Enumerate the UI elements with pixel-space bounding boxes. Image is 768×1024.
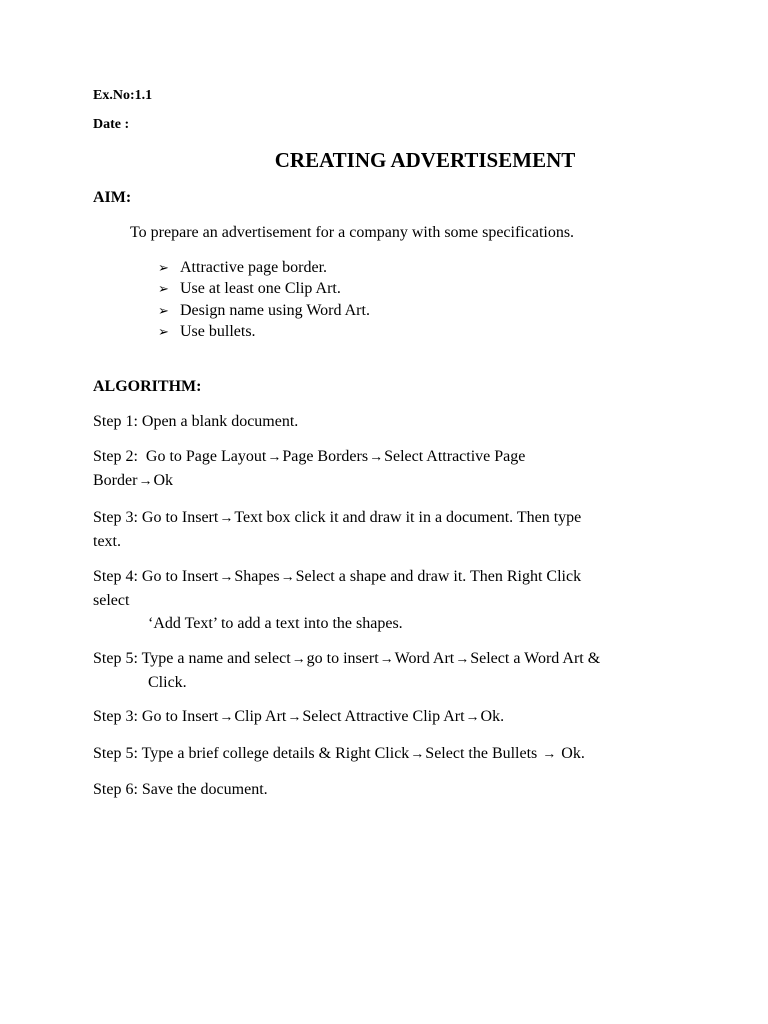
- step-bullets: Step 5: Type a brief college details & Right Click→Select the Bullets → Ok.: [93, 745, 585, 762]
- right-arrow-icon: →: [379, 652, 394, 667]
- right-arrow-icon: →: [410, 747, 425, 762]
- right-arrow-icon: →: [138, 474, 153, 489]
- step-3-line-1: Step 3: Go to Insert→Text box click it and draw it in a document. Then type: [93, 509, 582, 526]
- arrowhead-bullet-icon: ➢: [158, 281, 169, 296]
- right-arrow-icon: →: [465, 710, 480, 725]
- list-item: ➢ Attractive page border.: [158, 259, 328, 276]
- right-arrow-icon: →: [291, 652, 306, 667]
- step-4-line-3: ‘Add Text’ to add a text into the shapes.: [148, 615, 403, 632]
- step-1: Step 1: Open a blank document.: [93, 413, 299, 430]
- step-5-line-1: Step 5: Type a name and select→go to insert→Word Art→Select a Word Art &: [93, 650, 601, 667]
- step-clip-art: Step 3: Go to Insert→Clip Art→Select Attractive Clip Art→Ok.: [93, 708, 505, 725]
- right-arrow-icon: →: [287, 710, 302, 725]
- aim-heading: AIM:: [93, 189, 132, 206]
- arrowhead-bullet-icon: ➢: [158, 260, 169, 275]
- step-2-line-2: Border→Ok: [93, 472, 173, 489]
- right-arrow-icon: →: [219, 511, 234, 526]
- exercise-number: Ex.No:1.1: [93, 88, 153, 103]
- aim-text: To prepare an advertisement for a company with some specifications.: [130, 224, 575, 241]
- right-arrow-icon: →: [542, 747, 557, 762]
- right-arrow-icon: →: [219, 710, 234, 725]
- right-arrow-icon: →: [267, 450, 282, 465]
- page-title: CREATING ADVERTISEMENT: [274, 148, 576, 172]
- step-5-line-2: Click.: [148, 674, 187, 691]
- step-3-line-2: text.: [93, 533, 121, 550]
- arrowhead-bullet-icon: ➢: [158, 324, 169, 339]
- step-4-line-2: select: [93, 592, 130, 609]
- algorithm-heading: ALGORITHM:: [93, 378, 202, 395]
- date-label: Date :: [93, 117, 130, 132]
- step-4-line-1: Step 4: Go to Insert→Shapes→Select a shape and draw it. Then Right Click: [93, 568, 582, 585]
- right-arrow-icon: →: [369, 450, 384, 465]
- list-item: ➢ Use bullets.: [158, 323, 256, 340]
- right-arrow-icon: →: [280, 570, 295, 585]
- right-arrow-icon: →: [455, 652, 470, 667]
- arrowhead-bullet-icon: ➢: [158, 303, 169, 318]
- list-item: ➢ Use at least one Clip Art.: [158, 280, 341, 297]
- step-6: Step 6: Save the document.: [93, 781, 268, 798]
- list-item: ➢ Design name using Word Art.: [158, 302, 370, 319]
- step-2-line-1: Step 2: Go to Page Layout→Page Borders→Select Attractive Page: [93, 448, 526, 465]
- right-arrow-icon: →: [219, 570, 234, 585]
